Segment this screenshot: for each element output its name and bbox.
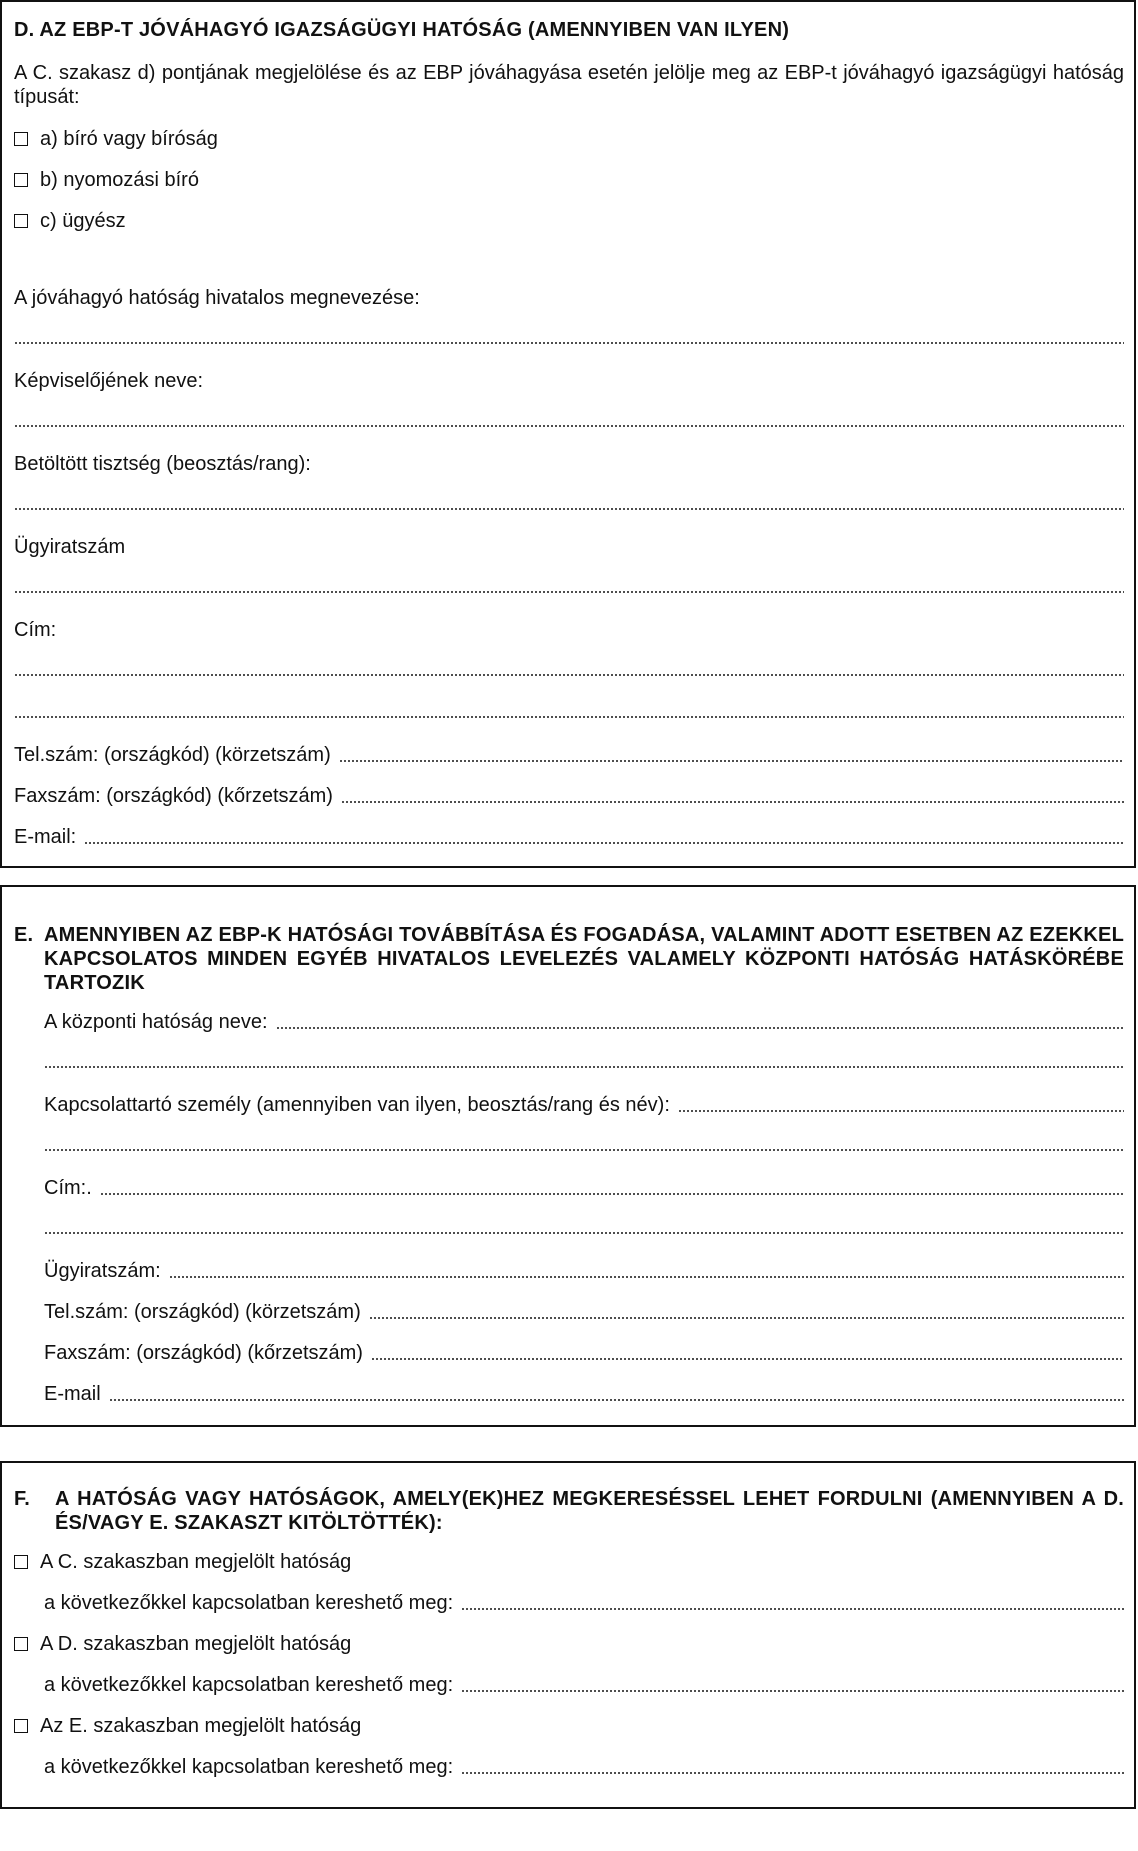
position-label: Betöltött tisztség (beosztás/rang): <box>14 453 311 475</box>
option-label: b) nyomozási bíró <box>40 169 199 191</box>
option-label: A D. szakaszban megjelölt hatóság <box>40 1633 352 1655</box>
inquiry-e-dotted-line[interactable] <box>461 1771 1124 1775</box>
e-fax-dotted-line[interactable] <box>371 1357 1124 1361</box>
inquiry-field-e[interactable]: a következőkkel kapcsolatban kereshető meg: <box>44 1754 1124 1780</box>
contact-person-field[interactable]: Kapcsolattartó személy (amennyiben van ilyen, beosztás/rang és név): <box>44 1092 1124 1118</box>
authority-name-field-line-2[interactable] <box>44 1065 1124 1069</box>
e-address-dotted-line[interactable] <box>100 1192 1124 1196</box>
e-email-dotted-line[interactable] <box>109 1398 1124 1402</box>
e-case-number-field[interactable]: Ügyiratszám: <box>44 1258 1124 1284</box>
inquiry-d-dotted-line[interactable] <box>461 1689 1124 1693</box>
option-judge[interactable] <box>14 126 218 152</box>
address-field-line-2[interactable] <box>14 715 1124 719</box>
section-e-heading <box>14 923 1124 995</box>
e-case-number-dotted-line[interactable] <box>169 1275 1124 1279</box>
case-number-label: Ügyiratszám <box>14 536 126 558</box>
section-f-title: A HATÓSÁG VAGY HATÓSÁGOK, AMELY(EK)HEZ MEGKERESÉSSEL LEHET FORDULNI (AMENNYIBEN A D. ÉS/VAGY E. SZAKASZT KITÖLTÖTTÉK): <box>55 1488 1124 1534</box>
official-name-label: A jóváhagyó hatóság hivatalos megnevezése: <box>14 287 420 309</box>
authority-name-field[interactable]: A központi hatóság neve: <box>44 1009 1124 1035</box>
checkbox-icon[interactable] <box>14 1555 28 1569</box>
checkbox-icon[interactable] <box>14 1719 28 1733</box>
official-name-field[interactable] <box>14 341 1124 345</box>
section-d-intro: A C. szakasz d) pontjának megjelölése és az EBP jóváhagyása esetén jelölje meg az EBP-t jóváhagyó igazságügyi hatóság típusát: <box>14 62 1124 108</box>
email-dotted-line[interactable] <box>84 841 1124 845</box>
case-number-field[interactable] <box>14 590 1124 594</box>
option-label: a) bíró vagy bíróság <box>40 128 218 150</box>
inquiry-c-dotted-line[interactable] <box>461 1607 1124 1611</box>
option-label: A C. szakaszban megjelölt hatóság <box>40 1551 352 1573</box>
option-authority-d[interactable] <box>14 1631 351 1657</box>
option-prosecutor[interactable] <box>14 208 126 234</box>
checkbox-icon[interactable] <box>14 1637 28 1651</box>
contact-field-line-2[interactable] <box>44 1148 1124 1152</box>
checkbox-icon[interactable] <box>14 214 28 228</box>
section-f-box <box>0 1461 1136 1809</box>
representative-field[interactable] <box>14 424 1124 428</box>
e-phone-field[interactable]: Tel.szám: (országkód) (körzetszám) <box>44 1299 1124 1325</box>
section-f-heading <box>14 1487 1124 1535</box>
position-field[interactable] <box>14 507 1124 511</box>
fax-dotted-line[interactable] <box>341 800 1124 804</box>
section-d-title: D. AZ EBP-T JÓVÁHAGYÓ IGAZSÁGÜGYI HATÓSÁG (AMENNYIBEN VAN ILYEN) <box>14 19 790 41</box>
checkbox-icon[interactable] <box>14 132 28 146</box>
option-authority-e[interactable] <box>14 1713 361 1739</box>
contact-dotted-line[interactable] <box>678 1109 1124 1113</box>
inquiry-field-d[interactable]: a következőkkel kapcsolatban kereshető meg: <box>44 1672 1124 1698</box>
option-label: Az E. szakaszban megjelölt hatóság <box>40 1715 362 1737</box>
e-address-field[interactable]: Cím:. <box>44 1175 1124 1201</box>
email-field[interactable]: E-mail: <box>14 824 1124 850</box>
option-label: c) ügyész <box>40 210 126 232</box>
address-label: Cím: <box>14 619 57 641</box>
section-e-title: AMENNYIBEN AZ EBP-K HATÓSÁGI TOVÁBBÍTÁSA ÉS FOGADÁSA, VALAMINT ADOTT ESETBEN AZ EZEKKEL KAPCSOLATOS MINDEN EGYÉB HIVATALOS LEVELEZÉS VALAMELY KÖZPONTI HATÓSÁG HATÁSKÖRÉBE TARTOZIK <box>44 924 1124 994</box>
section-f-number: F. <box>14 1488 30 1510</box>
phone-dotted-line[interactable] <box>339 759 1124 763</box>
inquiry-field-c[interactable]: a következőkkel kapcsolatban kereshető meg: <box>44 1590 1124 1616</box>
e-email-field[interactable]: E-mail <box>44 1381 1124 1407</box>
option-authority-c[interactable] <box>14 1549 351 1575</box>
checkbox-icon[interactable] <box>14 173 28 187</box>
phone-field[interactable]: Tel.szám: (országkód) (körzetszám) <box>14 742 1124 768</box>
section-d-box <box>0 0 1136 868</box>
address-field-line-1[interactable] <box>14 673 1124 677</box>
section-e-number: E. <box>14 924 34 946</box>
option-investigating-judge[interactable] <box>14 167 199 193</box>
e-address-field-line-2[interactable] <box>44 1231 1124 1235</box>
authority-name-dotted-line[interactable] <box>276 1026 1125 1030</box>
fax-field[interactable]: Faxszám: (országkód) (kőrzetszám) <box>14 783 1124 809</box>
section-e-box <box>0 885 1136 1427</box>
e-fax-field[interactable]: Faxszám: (országkód) (kőrzetszám) <box>44 1340 1124 1366</box>
e-phone-dotted-line[interactable] <box>369 1316 1124 1320</box>
representative-label: Képviselőjének neve: <box>14 370 204 392</box>
